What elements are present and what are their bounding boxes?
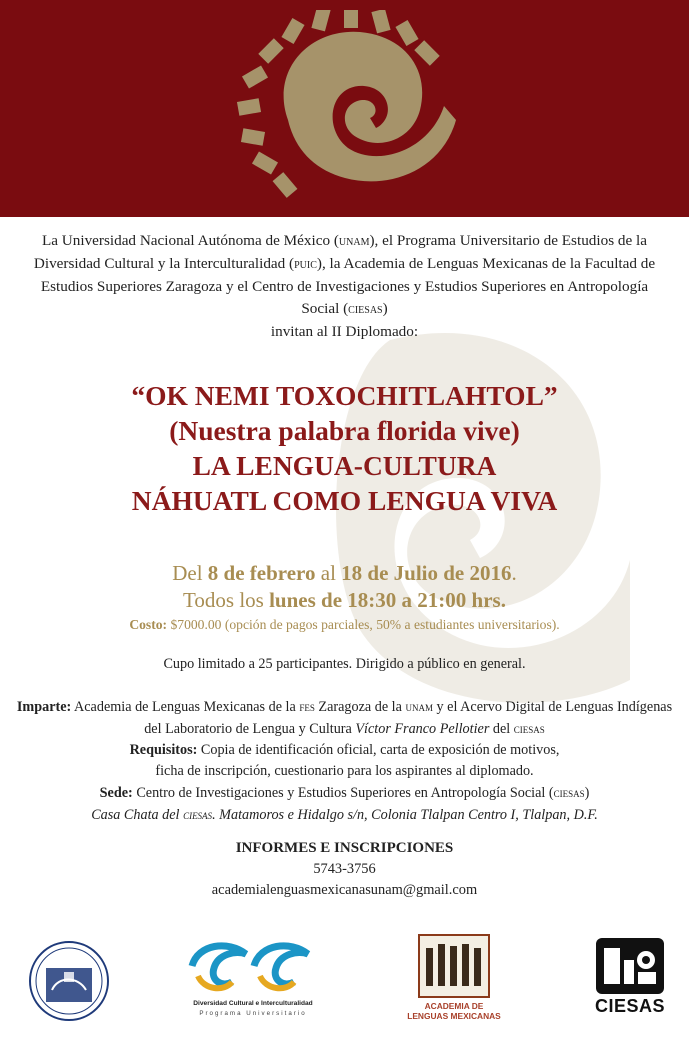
puic-acronym: puic xyxy=(294,257,317,272)
date-dot: . xyxy=(511,561,517,585)
academia-logo-line-1: ACADEMIA DE xyxy=(424,1001,484,1011)
ciesas-acronym-2: ciesas xyxy=(513,721,545,736)
cost-line xyxy=(20,617,669,633)
requisitos-text-1: Copia de identificación oficial, carta de exposición de motivos, xyxy=(197,742,560,758)
imparte-text-2: Zaragoza de la xyxy=(314,699,406,715)
fes-acronym: fes xyxy=(299,699,315,714)
intro-text-4: ) xyxy=(382,300,388,317)
sede-text-1: Centro de Investigaciones y Estudios Superiores en Antropología Social ( xyxy=(132,785,554,801)
end-date: 18 de Julio de 2016 xyxy=(341,561,512,585)
ciesas-acronym-4: ciesas xyxy=(183,807,213,822)
intro-text-2: ), el Programa Universitario de Estudios de la Diversidad Cultural y la Interculturalidad ( xyxy=(33,232,647,272)
imparte-text-3: y el Acervo Digital de Lenguas Indígenas del Laboratorio de Lengua y Cultura xyxy=(144,699,673,737)
sede-address xyxy=(10,804,679,826)
date-al: al xyxy=(315,561,342,585)
title-line-1: “OK NEMI TOXOCHITLAHTOL” xyxy=(131,380,558,411)
contact-heading: INFORMES E INSCRIPCIONES xyxy=(235,840,454,856)
unam-seal-logo xyxy=(28,940,110,1022)
puic-logo-line-1: Diversidad Cultural e Interculturalidad xyxy=(193,1000,313,1007)
requisitos-line xyxy=(10,740,679,761)
schedule-time: lunes de 18:30 a 21:00 hrs. xyxy=(269,588,506,612)
imparte-line xyxy=(10,696,679,740)
sede-line xyxy=(10,782,679,804)
details-block xyxy=(10,696,679,826)
date-range xyxy=(20,560,669,587)
schedule-prefix: Todos los xyxy=(183,588,270,612)
unam-acronym: unam xyxy=(338,234,370,249)
intro-text xyxy=(20,230,669,321)
diploma-title xyxy=(20,378,669,518)
requisitos-label: Requisitos: xyxy=(129,742,198,758)
title-line-3: LA LENGUA-CULTURA xyxy=(192,450,497,481)
title-line-4: NÁHUATL COMO LENGUA VIVA xyxy=(131,485,558,516)
requisitos-line-2: ficha de inscripción, cuestionario para los aspirantes al diplomado. xyxy=(155,763,534,779)
ciesas-logo-text: CIESAS xyxy=(594,996,666,1016)
imparte-text-1: Academia de Lenguas Mexicanas de la xyxy=(71,699,300,715)
contact-phone: 5743-3756 xyxy=(313,861,376,877)
sede-text-2: ) xyxy=(584,785,590,801)
address-text-1: Casa Chata del xyxy=(91,807,184,823)
academia-logo xyxy=(418,934,490,998)
unam-acronym-2: unam xyxy=(405,699,433,714)
cost-label: Costo: xyxy=(129,617,168,632)
imparte-text-4: del xyxy=(489,721,514,737)
academia-logo-line-2: LENGUAS MEXICANAS xyxy=(407,1011,501,1021)
sponsor-logos xyxy=(0,930,689,1030)
puic-logo-line-2: Programa Universitario xyxy=(199,1010,307,1017)
title-line-2: (Nuestra palabra florida vive) xyxy=(169,415,520,446)
sede-label: Sede: xyxy=(99,785,133,801)
schedule xyxy=(20,587,669,614)
ciesas-logo xyxy=(596,938,664,994)
cupo-line: Cupo limitado a 25 participantes. Dirigido a público en general. xyxy=(163,656,526,672)
ciesas-acronym: ciesas xyxy=(348,302,383,317)
intro-text-3: ), la Academia de Lenguas Mexicanas de la Facultad de Estudios Superiores Zaragoza y el Centro de Investigaciones y Estudios Superiores en Antropología Social ( xyxy=(40,255,656,317)
imparte-label: Imparte: xyxy=(16,699,72,715)
intro-paragraph xyxy=(20,230,669,343)
date-del: Del xyxy=(172,561,208,585)
contact-block xyxy=(20,838,669,901)
dates-block xyxy=(20,560,669,614)
contact-email[interactable]: academialenguasmexicanasunam@gmail.com xyxy=(211,882,478,898)
nahuatl-glyph-logo xyxy=(230,10,460,210)
cost-value: $7000.00 (opción de pagos parciales, 50% a estudiantes universitarios). xyxy=(167,617,560,632)
intro-text-1: La Universidad Nacional Autónoma de México ( xyxy=(41,232,339,249)
header-banner xyxy=(0,0,689,217)
ciesas-acronym-3: ciesas xyxy=(553,785,585,800)
invite-line: invitan al II Diplomado: xyxy=(270,323,419,340)
address-text-2: . Matamoros e Hidalgo s/n, Colonia Tlalpan Centro I, Tlalpan, D.F. xyxy=(212,807,598,823)
lab-name: Víctor Franco Pellotier xyxy=(355,721,490,737)
puic-logo xyxy=(188,936,318,1000)
start-date: 8 de febrero xyxy=(207,561,316,585)
